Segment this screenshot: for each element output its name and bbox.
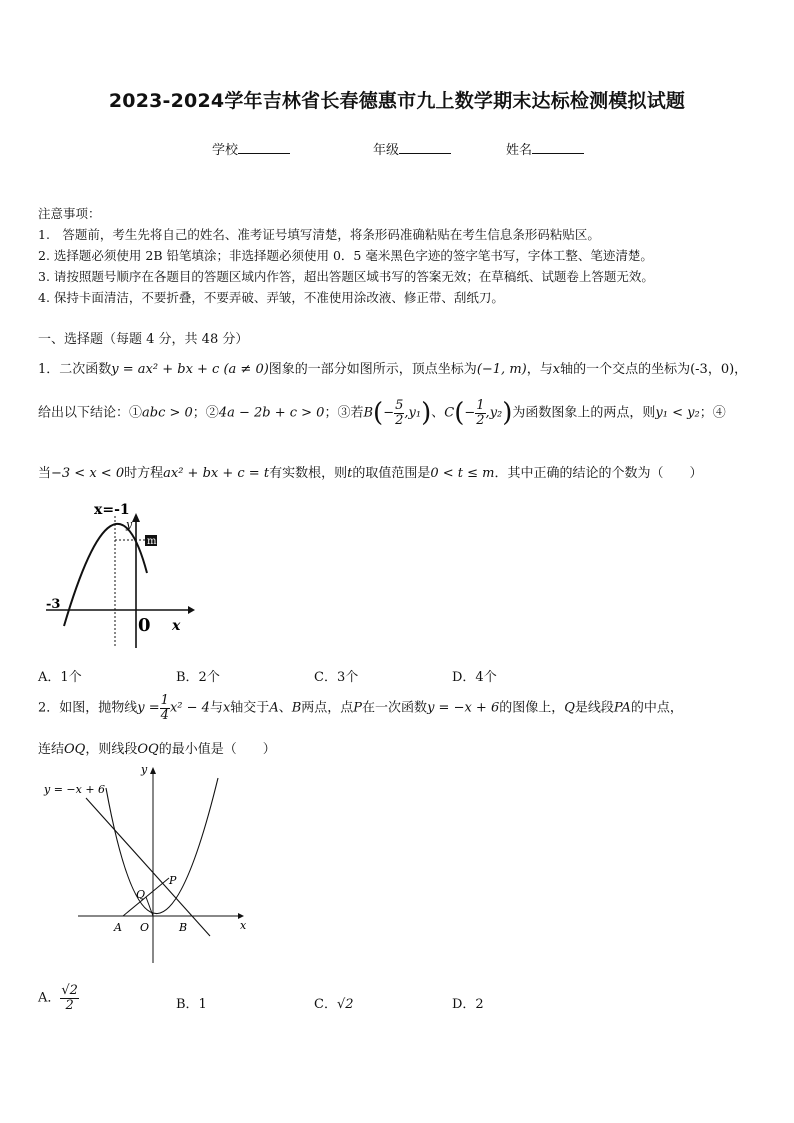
name-label: 姓名 bbox=[506, 143, 533, 158]
q1-text: 轴的一个交点的坐标为(-3，0)， bbox=[560, 362, 748, 377]
origin-label: O bbox=[140, 921, 150, 934]
q2-var: x bbox=[222, 700, 231, 716]
point-q-label: Q bbox=[136, 888, 146, 901]
q2-text: 的图像上， bbox=[499, 700, 565, 716]
numerator: 1 bbox=[160, 693, 169, 708]
q1-text: 有实数根，则 bbox=[269, 466, 348, 481]
origin-label: 0 bbox=[138, 615, 151, 636]
comma: , bbox=[404, 405, 409, 421]
page-title: 2023-2024学年吉林省长春德惠市九上数学期末达标检测模拟试题 bbox=[108, 90, 686, 112]
paren: ( bbox=[454, 398, 465, 428]
x-axis-label: x bbox=[172, 618, 181, 634]
q2-text: ，则线段 bbox=[85, 742, 138, 757]
q2-expr: y = −x + 6 bbox=[427, 700, 500, 716]
q1-number: 1． bbox=[38, 362, 60, 377]
q1-option-c[interactable]: C．3个 bbox=[314, 670, 359, 685]
x-axis-arrow bbox=[188, 606, 195, 614]
q2-text: 如图，抛物线 bbox=[59, 700, 138, 716]
q1-text: 时方程 bbox=[124, 466, 164, 481]
q2-var: P bbox=[353, 700, 363, 716]
q2-fraction bbox=[160, 694, 170, 722]
q1-expr: y = ax² + bx + c (a ≠ 0) bbox=[111, 362, 269, 377]
q1-text: 二次函数 bbox=[59, 362, 112, 377]
q1-expr: 4a − 2b + c > 0 bbox=[218, 405, 325, 421]
q1-text: ．其中正确的结论的个数为（ ） bbox=[494, 466, 703, 481]
note-item: 3. 请按照题号顺序在各题目的答题区域内作答，超出答题区域书写的答案无效；在草稿纸、试题卷上答题无效。 bbox=[38, 269, 654, 284]
note-item: 2. 选择题必须使用 2B 铅笔填涂；非选择题必须使用 0．5 毫米黑色字迹的签字笔书写，字体工整、笔迹清楚。 bbox=[38, 248, 653, 263]
q2-text: 的最小值是（ ） bbox=[158, 742, 276, 757]
q1-text: 当 bbox=[38, 466, 52, 481]
section-heading: 一、选择题（每题 4 分，共 48 分） bbox=[38, 332, 249, 347]
school-label: 学校 bbox=[212, 143, 239, 158]
q1-text: ，与 bbox=[526, 362, 553, 377]
q2-var: B bbox=[291, 700, 302, 716]
y-axis-arrow bbox=[150, 767, 156, 774]
q1-expr: y₁ < y₂ bbox=[655, 405, 700, 421]
q2-text: 与 bbox=[209, 700, 223, 716]
denominator: 2 bbox=[65, 997, 74, 1013]
option-label: A． bbox=[38, 990, 61, 1006]
q2-number: 2． bbox=[38, 700, 60, 716]
q2-text: 、 bbox=[278, 700, 292, 716]
q2-text: 的中点， bbox=[630, 700, 683, 716]
numerator: 1 bbox=[476, 397, 485, 413]
point-b-label: B bbox=[179, 921, 188, 934]
denominator: 2 bbox=[395, 412, 404, 428]
q2-text: 连结 bbox=[38, 742, 65, 757]
name-blank bbox=[532, 141, 584, 154]
y-axis-label: y bbox=[141, 763, 148, 776]
q1-expr: ax² + bx + c = t bbox=[163, 466, 270, 481]
option-label: C． bbox=[314, 997, 337, 1012]
q2-text: 两点，点 bbox=[301, 700, 354, 716]
q1-option-d[interactable]: D．4个 bbox=[452, 670, 497, 685]
q1-text: ；③若 bbox=[324, 405, 364, 421]
q2-var: A bbox=[269, 700, 279, 716]
option-fraction bbox=[60, 984, 79, 1012]
comma: , bbox=[485, 405, 490, 421]
q2-option-a[interactable] bbox=[38, 984, 79, 1012]
q1-expr: abc > 0 bbox=[142, 405, 193, 421]
name-field bbox=[506, 139, 584, 158]
q1-text: 、 bbox=[431, 405, 445, 421]
point-a-label: A bbox=[114, 921, 122, 934]
q2-graph bbox=[38, 758, 258, 968]
grade-field bbox=[373, 139, 451, 158]
q2-line2 bbox=[38, 738, 276, 757]
q1-fraction bbox=[394, 399, 404, 427]
numerator: √2 bbox=[61, 983, 78, 998]
q2-line1 bbox=[38, 694, 683, 722]
q2-option-d[interactable]: D．2 bbox=[452, 997, 484, 1012]
note-item: 1. 答题前，考生先将自己的姓名、准考证号填写清楚，将条形码准确粘贴在考生信息条形码粘贴区。 bbox=[38, 227, 600, 242]
q1-vertex: (−1, m) bbox=[476, 362, 527, 377]
grade-label: 年级 bbox=[373, 143, 400, 158]
q1-option-b[interactable]: B．2个 bbox=[176, 670, 220, 685]
note-item: 4. 保持卡面清洁，不要折叠，不要弄破、弄皱，不准使用涂改液、修正带、刮纸刀。 bbox=[38, 290, 504, 305]
q1-var: x bbox=[552, 362, 561, 377]
segment-oq bbox=[146, 897, 153, 916]
q2-option-b[interactable]: B．1 bbox=[176, 997, 207, 1012]
minus: − bbox=[383, 405, 395, 421]
q1-text: ；④ bbox=[699, 405, 726, 421]
q1-expr: 0 < t ≤ m bbox=[430, 466, 495, 481]
neg3-label: -3 bbox=[46, 597, 61, 612]
q1-text: 的取值范围是 bbox=[352, 466, 431, 481]
parabola-curve bbox=[106, 778, 218, 914]
q1-point: C bbox=[444, 405, 455, 421]
q1-line3 bbox=[38, 462, 702, 481]
q2-var: OQ bbox=[137, 742, 159, 757]
m-label: m bbox=[147, 536, 157, 547]
q1-text: 为函数图象上的两点，则 bbox=[512, 405, 656, 421]
paren: ) bbox=[502, 398, 513, 428]
point-p-label: P bbox=[169, 874, 177, 887]
paren: ( bbox=[373, 398, 384, 428]
y-axis-label: y bbox=[126, 518, 133, 531]
denominator: 2 bbox=[476, 412, 485, 428]
q1-var: t bbox=[347, 466, 353, 481]
q1-point: B bbox=[363, 405, 374, 421]
minus: − bbox=[464, 405, 476, 421]
q2-text: 是线段 bbox=[574, 700, 614, 716]
x-axis-label: x bbox=[240, 919, 247, 932]
school-field bbox=[212, 139, 290, 158]
q1-option-a[interactable]: A．1个 bbox=[38, 670, 82, 685]
q2-var: Q bbox=[564, 700, 575, 716]
q2-text: 轴交于 bbox=[230, 700, 270, 716]
q1-fraction bbox=[475, 399, 485, 427]
q2-var: PA bbox=[613, 700, 631, 716]
denominator: 4 bbox=[160, 707, 169, 723]
axis-label-x-eq: x=-1 bbox=[94, 502, 130, 518]
q1-var: y₁ bbox=[408, 405, 422, 421]
paren: ) bbox=[421, 398, 432, 428]
q1-expr: −3 < x < 0 bbox=[51, 466, 125, 481]
q1-text: 给出以下结论：① bbox=[38, 405, 143, 421]
q2-var: OQ bbox=[64, 742, 86, 757]
grade-blank bbox=[399, 141, 451, 154]
q1-text: ；② bbox=[192, 405, 219, 421]
option-value: √2 bbox=[336, 997, 354, 1012]
q2-expr: x² − 4 bbox=[169, 700, 210, 716]
line-label: y = −x + 6 bbox=[44, 783, 106, 796]
q2-text: 在一次函数 bbox=[362, 700, 428, 716]
school-blank bbox=[238, 141, 290, 154]
q1-graph bbox=[38, 498, 198, 656]
q2-option-c[interactable] bbox=[314, 993, 354, 1012]
q1-line2 bbox=[38, 398, 726, 428]
q1-text: 图象的一部分如图所示，顶点坐标为 bbox=[268, 362, 477, 377]
q1-line1 bbox=[38, 358, 747, 377]
numerator: 5 bbox=[395, 397, 404, 413]
notes-heading: 注意事项： bbox=[38, 206, 101, 221]
q1-var: y₂ bbox=[489, 405, 503, 421]
q2-expr: y = bbox=[137, 700, 160, 716]
y-axis-arrow bbox=[132, 513, 140, 522]
